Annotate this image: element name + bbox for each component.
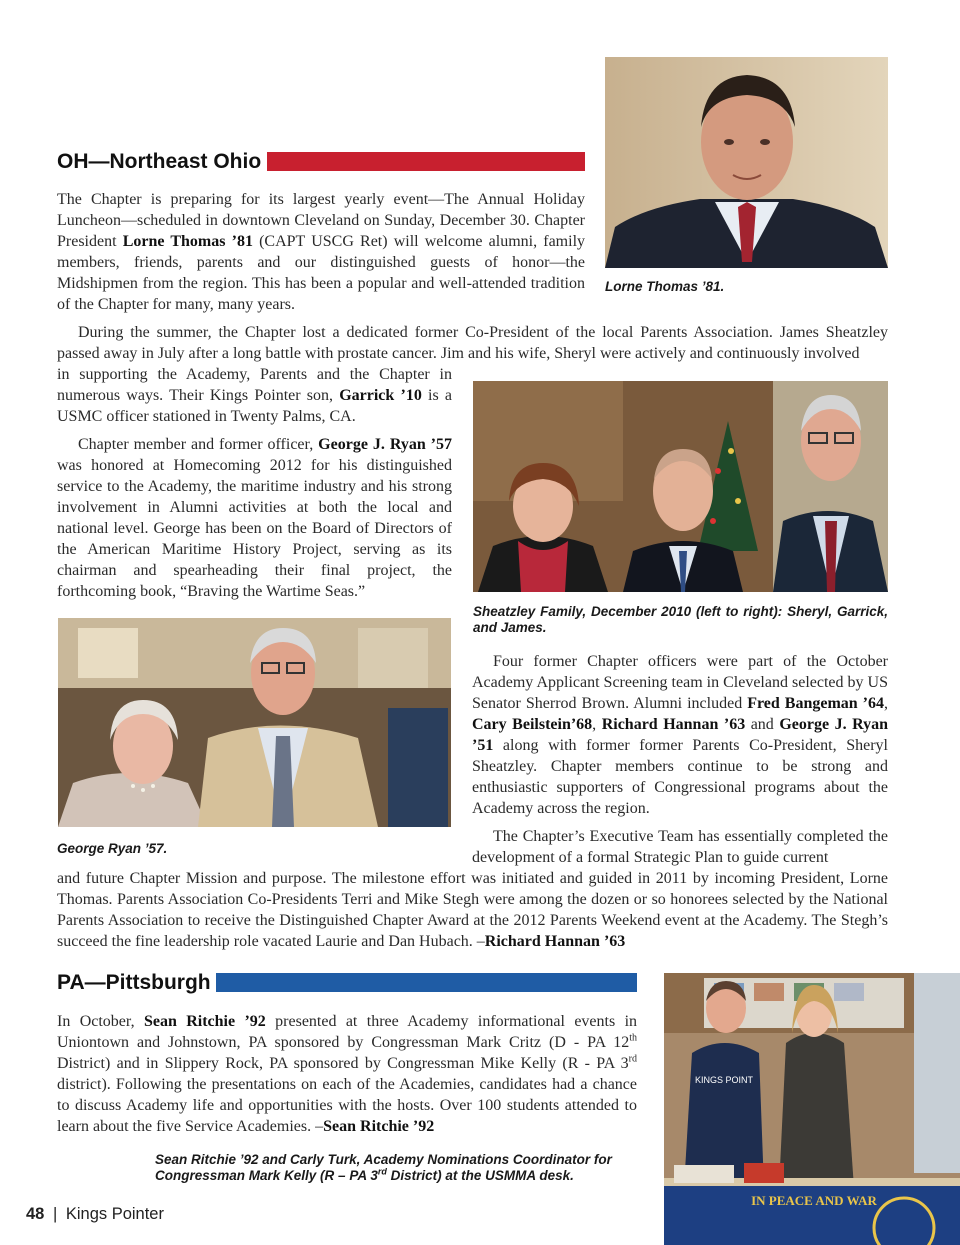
oh-paragraph-2: During the summer, the Chapter lost a dedicated former Co-President of the local Parents Association. James Sheatzley passed away in July after a long battle with prostate cancer. Jim and his wife, Sheryl were actively and continuously involved	[57, 324, 888, 362]
sean-ritchie-caption: Sean Ritchie ’92 and Carly Turk, Academy Nominations Coordinator for Congressman Mark Kelly (R – PA 3rd District) at the USMMA desk.	[155, 1152, 612, 1183]
sheatzley-family-photo	[473, 381, 888, 592]
oh-paragraph-5-continued: and future Chapter Mission and purpose. The milestone effort was initiated and guided in 2011 by incoming President, Lorne Thomas. Parents Association Co-Presidents Terri and Mike Stegh were among the dozen or so honorees selected by the National Parents Association to receive the Distinguished Chapter Award at the 2012 Parents Weekend event at the Academy. The Stegh’s succeed the fine leadership role vacated Laurie and Dan Hubach. –Richard Hannan ’63	[57, 870, 888, 950]
oh-heading-rule	[267, 152, 585, 171]
sean-ritchie-carly-turk-photo	[664, 973, 960, 1245]
magazine-title: Kings Pointer	[65, 1205, 164, 1223]
oh-paragraph-5: The Chapter’s Executive Team has essentially completed the development of a formal Strategic Plan to guide current	[472, 828, 888, 866]
george-ryan-caption: George Ryan ’57.	[57, 841, 168, 856]
george-ryan-photo	[58, 618, 451, 827]
pa-paragraph-1: In October, Sean Ritchie ’92 presented at three Academy informational events in Uniontown and Johnstown, PA sponsored by Congressman Mark Critz (D - PA 12th District) and in Slippery Rock, PA sponsored by Congressman Mike Kelly (R - PA 3rd district). Following the presentations on each of the Academies, candidates had a chance to discuss Academy life and opportunities with the hosts. Over 100 students attended to learn about the five Service Academies. –Sean Ritchie ’92	[57, 1013, 638, 1135]
page-footer	[26, 1205, 164, 1224]
oh-left-column	[57, 364, 452, 609]
oh-paragraph-1: The Chapter is preparing for its largest yearly event—The Annual Holiday Luncheon—scheduled in downtown Cleveland on Sunday, December 30. Chapter President Lorne Thomas ’81 (CAPT USCG Ret) will welcome alumni, family members, friends, parents and our distinguished guests of honor—the Midshipmen from the region. This has been a popular and well-attended tradition of the Chapter for many, many years.	[57, 191, 586, 313]
oh-paragraph-2-continued: in supporting the Academy, Parents and the Chapter in numerous ways. Their Kings Pointer son, Garrick ’10 is a USMC officer stationed in Twenty Palms, CA.	[57, 366, 452, 425]
oh-paragraph-3: Chapter member and former officer, George J. Ryan ’57 was honored at Homecoming 2012 for his distinguished service to the Academy, the maritime industry and his strong involvement in Alumni activities at both the local and national level. George has been on the Board of Directors of the American Maritime History Project, serving as its chairman and spearheading their final project, the forthcoming book, “Braving the Wartime Seas.”	[57, 436, 452, 600]
page-number: 48	[26, 1205, 45, 1223]
oh-section-heading: OH—Northeast Ohio	[57, 150, 262, 173]
pa-heading-rule	[216, 973, 637, 992]
sweatshirt-lettering-icon: KINGS POINT	[694, 1075, 754, 1085]
sheatzley-family-caption: Sheatzley Family, December 2010 (left to right): Sheryl, Garrick, and James.	[473, 604, 888, 635]
oh-paragraph-4: Four former Chapter officers were part of the October Academy Applicant Screening team in Cleveland selected by US Senator Sherrod Brown. Alumni included Fred Bangeman ’64, Cary Beilstein’68, Richard Hannan ’63 and George J. Ryan ’51 along with former former Parents Co-President, Sheryl Sheatzley. Chapter members continue to be strong and enthusiastic supporters of Congressional programs about the Academy across the region.	[472, 653, 888, 817]
pa-section-heading: PA—Pittsburgh	[57, 971, 211, 994]
lorne-thomas-photo	[605, 57, 888, 268]
lorne-thomas-caption: Lorne Thomas ’81.	[605, 279, 725, 294]
usmma-banner-text: IN PEACE AND WAR	[751, 1193, 877, 1208]
footer-separator: |	[52, 1205, 58, 1223]
